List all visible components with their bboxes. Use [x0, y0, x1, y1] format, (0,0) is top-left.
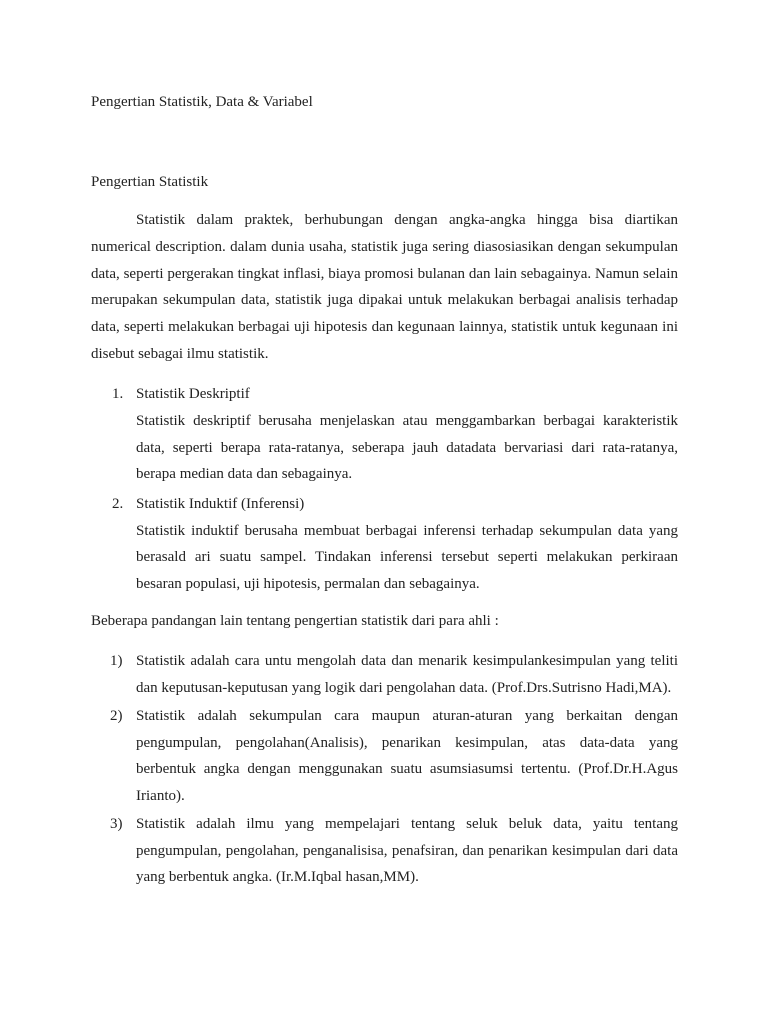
list-item-number: 1. [112, 386, 124, 402]
list-item [91, 811, 678, 891]
intro-paragraph: Statistik dalam praktek, berhubungan dengan angka-angka hingga bisa diartikan numerical description. dalam dunia usaha, statistik juga sering diasosiasikan dengan sekumpulan data, seperti pergerakan tingkat inflasi, biaya promosi bulanan dan lain sebagainya. Namun selain merupakan sekumpulan data, statistik juga dipakai untuk melakukan berbagai analisis terhadap data, seperti melakukan berbagai uji hipotesis dan kegunaan lainnya, statistik untuk kegunaan ini disebut sebagai ilmu statistik. [91, 212, 678, 362]
document-title: Pengertian Statistik, Data & Variabel [91, 94, 313, 110]
list-item-text: Statistik adalah ilmu yang mempelajari tentang seluk beluk data, yaitu tentang pengumpulan, pengolahan, penganalisisa, penafsiran, dan penarikan kesimpulan dari data yang berbentuk angka. (Ir.M.Iqbal hasan,MM). [136, 816, 678, 885]
list-item-title: Statistik Deskriptif [136, 386, 250, 402]
list-item-number: 3) [110, 816, 123, 832]
list-item-description: Statistik induktif berusaha membuat berbagai inferensi terhadap sekumpulan data yang berasald ari suatu sampel. Tindakan inferensi tersebut seperti melakukan perkiraan besaran populasi, uji hipotesis, permalan dan sebagainya. [136, 522, 678, 592]
section-heading: Pengertian Statistik [91, 174, 209, 190]
statistics-types-list [91, 381, 678, 597]
list-item [91, 491, 678, 598]
list-item [91, 381, 678, 488]
list-item-description: Statistik deskriptif berusaha menjelaskan atau menggambarkan berbagai karakteristik data, seperti berapa rata-ratanya, seberapa jauh datadata bervariasi dari rata-ratanya, berapa median data dan sebagainya. [136, 413, 678, 482]
list-item [91, 648, 678, 701]
expert-views-intro: Beberapa pandangan lain tentang pengertian statistik dari para ahli : [91, 613, 499, 629]
list-item [91, 703, 678, 809]
expert-views-list [91, 648, 678, 891]
list-item-number: 2) [110, 708, 123, 724]
list-item-number: 1) [110, 653, 123, 669]
list-item-text: Statistik adalah sekumpulan cara maupun aturan-aturan yang berkaitan dengan pengumpulan, pengolahan(Analisis), penarikan kesimpulan, atas data-data yang berbentuk angka dengan menggunakan suatu asumsiasumsi tertentu. (Prof.Dr.H.Agus Irianto). [136, 708, 678, 804]
list-item-text: Statistik adalah cara untu mengolah data dan menarik kesimpulankesimpulan yang teliti dan keputusan-keputusan yang logik dari pengolahan data. (Prof.Drs.Sutrisno Hadi,MA). [136, 653, 678, 696]
list-item-title: Statistik Induktif (Inferensi) [136, 495, 305, 512]
list-item-number: 2. [112, 495, 124, 512]
